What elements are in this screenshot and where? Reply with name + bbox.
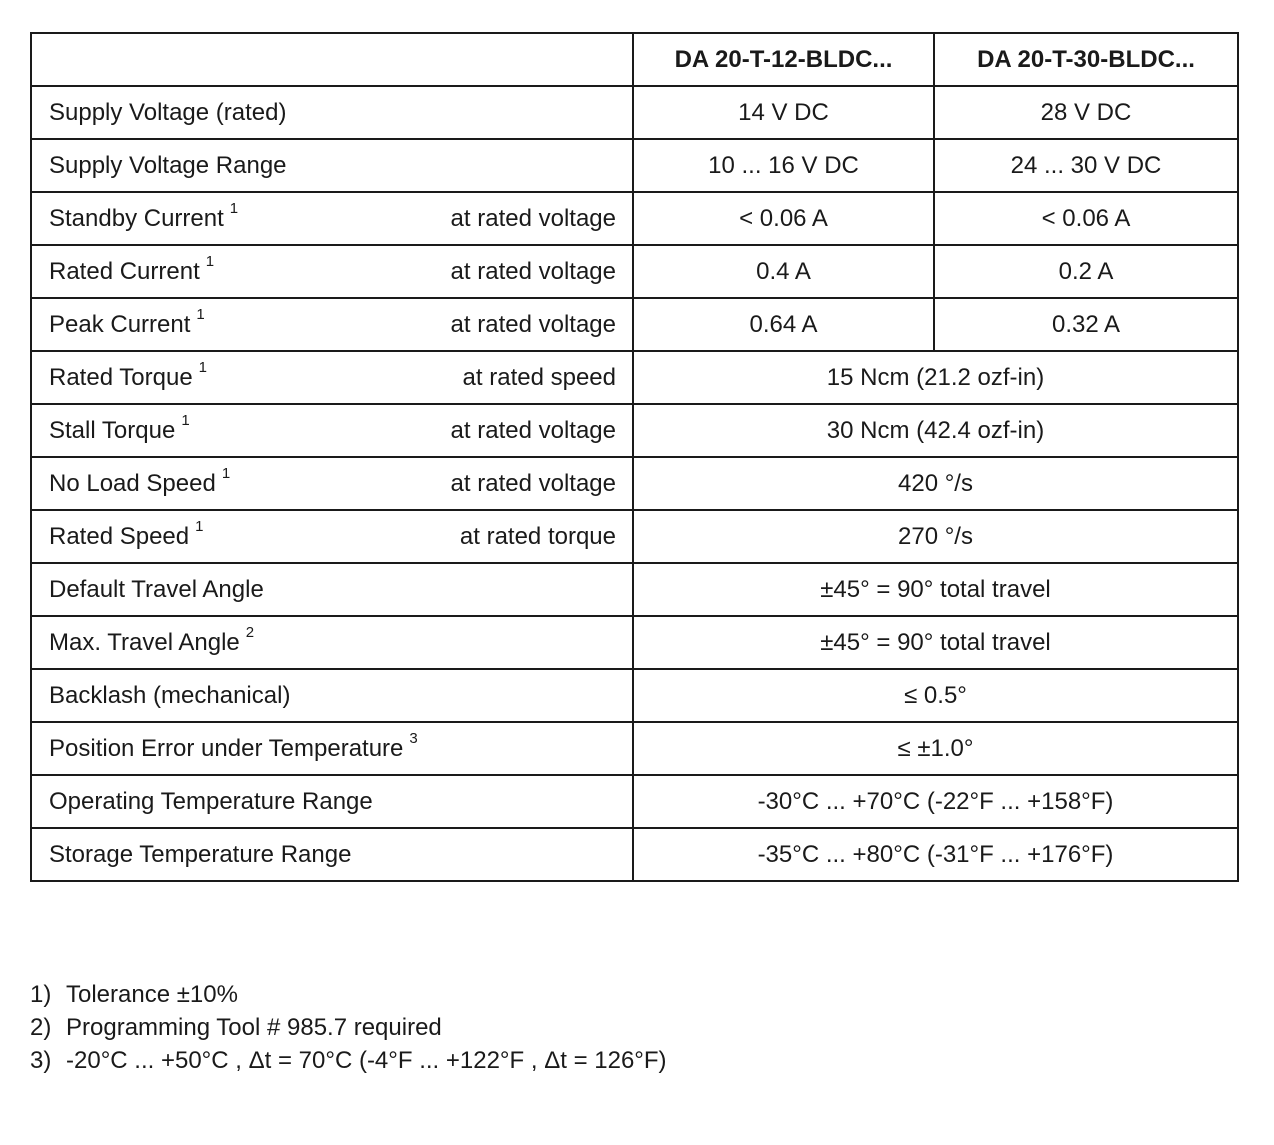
footnote-ref: 3 (409, 730, 418, 747)
parameter-cell (31, 828, 633, 881)
shared-value-cell: 30 Ncm (42.4 ozf-in) (633, 404, 1238, 457)
parameter-name-text: Rated Speed (49, 523, 190, 550)
spec-table-body (31, 86, 1238, 881)
parameter-name-text: Default Travel Angle (49, 575, 264, 603)
table-row (31, 457, 1238, 510)
value-model-b: 0.32 A (934, 298, 1238, 351)
shared-value-cell: 15 Ncm (21.2 ozf-in) (633, 351, 1238, 404)
parameter-name (49, 576, 264, 604)
footnote-ref: 2 (245, 624, 255, 641)
parameter-cell (31, 457, 633, 510)
parameter-name (49, 359, 208, 392)
parameter-name (49, 412, 190, 445)
parameter-name (49, 841, 351, 869)
parameter-name-text: Peak Current (49, 311, 191, 338)
shared-value-cell: 270 °/s (633, 510, 1238, 563)
parameter-name (49, 730, 418, 763)
value-model-b: 0.2 A (934, 245, 1238, 298)
footnote-ref: 1 (205, 253, 215, 270)
table-row (31, 563, 1238, 616)
table-row (31, 510, 1238, 563)
parameter-condition: at rated voltage (450, 310, 616, 338)
footnote-item (30, 1044, 667, 1077)
parameter-name-text: Backlash (mechanical) (49, 681, 291, 709)
parameter-name-text: Max. Travel Angle (49, 629, 240, 656)
header-model-b: DA 20-T-30-BLDC... (934, 33, 1238, 86)
table-row (31, 298, 1238, 351)
shared-value-cell: -30°C ... +70°C (-22°F ... +158°F) (633, 775, 1238, 828)
parameter-cell (31, 616, 633, 669)
table-row (31, 828, 1238, 881)
parameter-name (49, 306, 205, 339)
parameter-condition: at rated voltage (450, 469, 616, 497)
table-row (31, 404, 1238, 457)
table-row (31, 722, 1238, 775)
value-model-b: 24 ... 30 V DC (934, 139, 1238, 192)
parameter-cell (31, 775, 633, 828)
parameter-cell (31, 563, 633, 616)
parameter-cell (31, 245, 633, 298)
table-row (31, 669, 1238, 722)
parameter-name-text: Supply Voltage Range (49, 151, 287, 179)
parameter-cell (31, 669, 633, 722)
parameter-name-text: Rated Current (49, 258, 200, 285)
header-empty-cell (31, 33, 633, 86)
parameter-name-text: Rated Torque (49, 364, 193, 391)
parameter-name-text: Position Error under Temperature (49, 735, 404, 762)
parameter-cell (31, 192, 633, 245)
footnotes (30, 978, 667, 1077)
parameter-name-text: Operating Temperature Range (49, 787, 373, 815)
footnote-ref: 1 (229, 200, 239, 217)
parameter-name-text: Standby Current (49, 205, 224, 232)
parameter-cell (31, 510, 633, 563)
value-model-a: 14 V DC (633, 86, 934, 139)
header-model-a: DA 20-T-12-BLDC... (633, 33, 934, 86)
footnote-text: Programming Tool # 985.7 required (66, 1014, 442, 1041)
parameter-name (49, 152, 287, 180)
table-row (31, 245, 1238, 298)
parameter-condition: at rated torque (459, 522, 616, 550)
table-row (31, 86, 1238, 139)
parameter-condition: at rated voltage (450, 257, 616, 285)
parameter-name-text: Stall Torque (49, 417, 176, 444)
footnote-number: 3) (30, 1047, 52, 1074)
table-row (31, 616, 1238, 669)
parameter-name (49, 518, 204, 551)
parameter-name-text: No Load Speed (49, 470, 216, 497)
parameter-name (49, 253, 215, 286)
footnote-ref: 1 (196, 306, 205, 323)
shared-value-cell: ±45° = 90° total travel (633, 616, 1238, 669)
parameter-name-text: Supply Voltage (rated) (49, 98, 287, 126)
footnote-item (30, 1011, 667, 1044)
table-row (31, 139, 1238, 192)
footnote-text: Tolerance ±10% (66, 981, 238, 1008)
shared-value-cell: ≤ 0.5° (633, 669, 1238, 722)
parameter-cell (31, 139, 633, 192)
table-row (31, 192, 1238, 245)
footnote-item (30, 978, 667, 1011)
parameter-name (49, 465, 231, 498)
parameter-name (49, 624, 255, 657)
shared-value-cell: ±45° = 90° total travel (633, 563, 1238, 616)
footnote-ref: 1 (181, 412, 190, 429)
parameter-cell (31, 722, 633, 775)
spec-table (30, 32, 1239, 882)
parameter-cell (31, 404, 633, 457)
value-model-a: < 0.06 A (633, 192, 934, 245)
parameter-cell (31, 351, 633, 404)
value-model-b: < 0.06 A (934, 192, 1238, 245)
parameter-name (49, 200, 239, 233)
footnote-text: -20°C ... +50°C , Δt = 70°C (-4°F ... +122°F , Δt = 126°F) (66, 1047, 667, 1074)
shared-value-cell: 420 °/s (633, 457, 1238, 510)
footnote-ref: 1 (195, 518, 204, 535)
footnote-number: 1) (30, 981, 52, 1008)
shared-value-cell: ≤ ±1.0° (633, 722, 1238, 775)
value-model-a: 10 ... 16 V DC (633, 139, 934, 192)
parameter-name (49, 788, 373, 816)
footnote-number: 2) (30, 1014, 52, 1041)
parameter-name (49, 99, 286, 127)
parameter-name-text: Storage Temperature Range (49, 840, 352, 868)
footnote-ref: 1 (221, 465, 231, 482)
table-row (31, 775, 1238, 828)
value-model-a: 0.4 A (633, 245, 934, 298)
value-model-b: 28 V DC (934, 86, 1238, 139)
parameter-condition: at rated voltage (450, 204, 616, 232)
shared-value-cell: -35°C ... +80°C (-31°F ... +176°F) (633, 828, 1238, 881)
value-model-a: 0.64 A (633, 298, 934, 351)
parameter-cell (31, 298, 633, 351)
parameter-condition: at rated voltage (450, 416, 616, 444)
footnote-ref: 1 (198, 359, 208, 376)
table-header-row (31, 33, 1238, 86)
parameter-condition: at rated speed (462, 363, 616, 391)
parameter-name (49, 682, 290, 710)
parameter-cell (31, 86, 633, 139)
table-row (31, 351, 1238, 404)
